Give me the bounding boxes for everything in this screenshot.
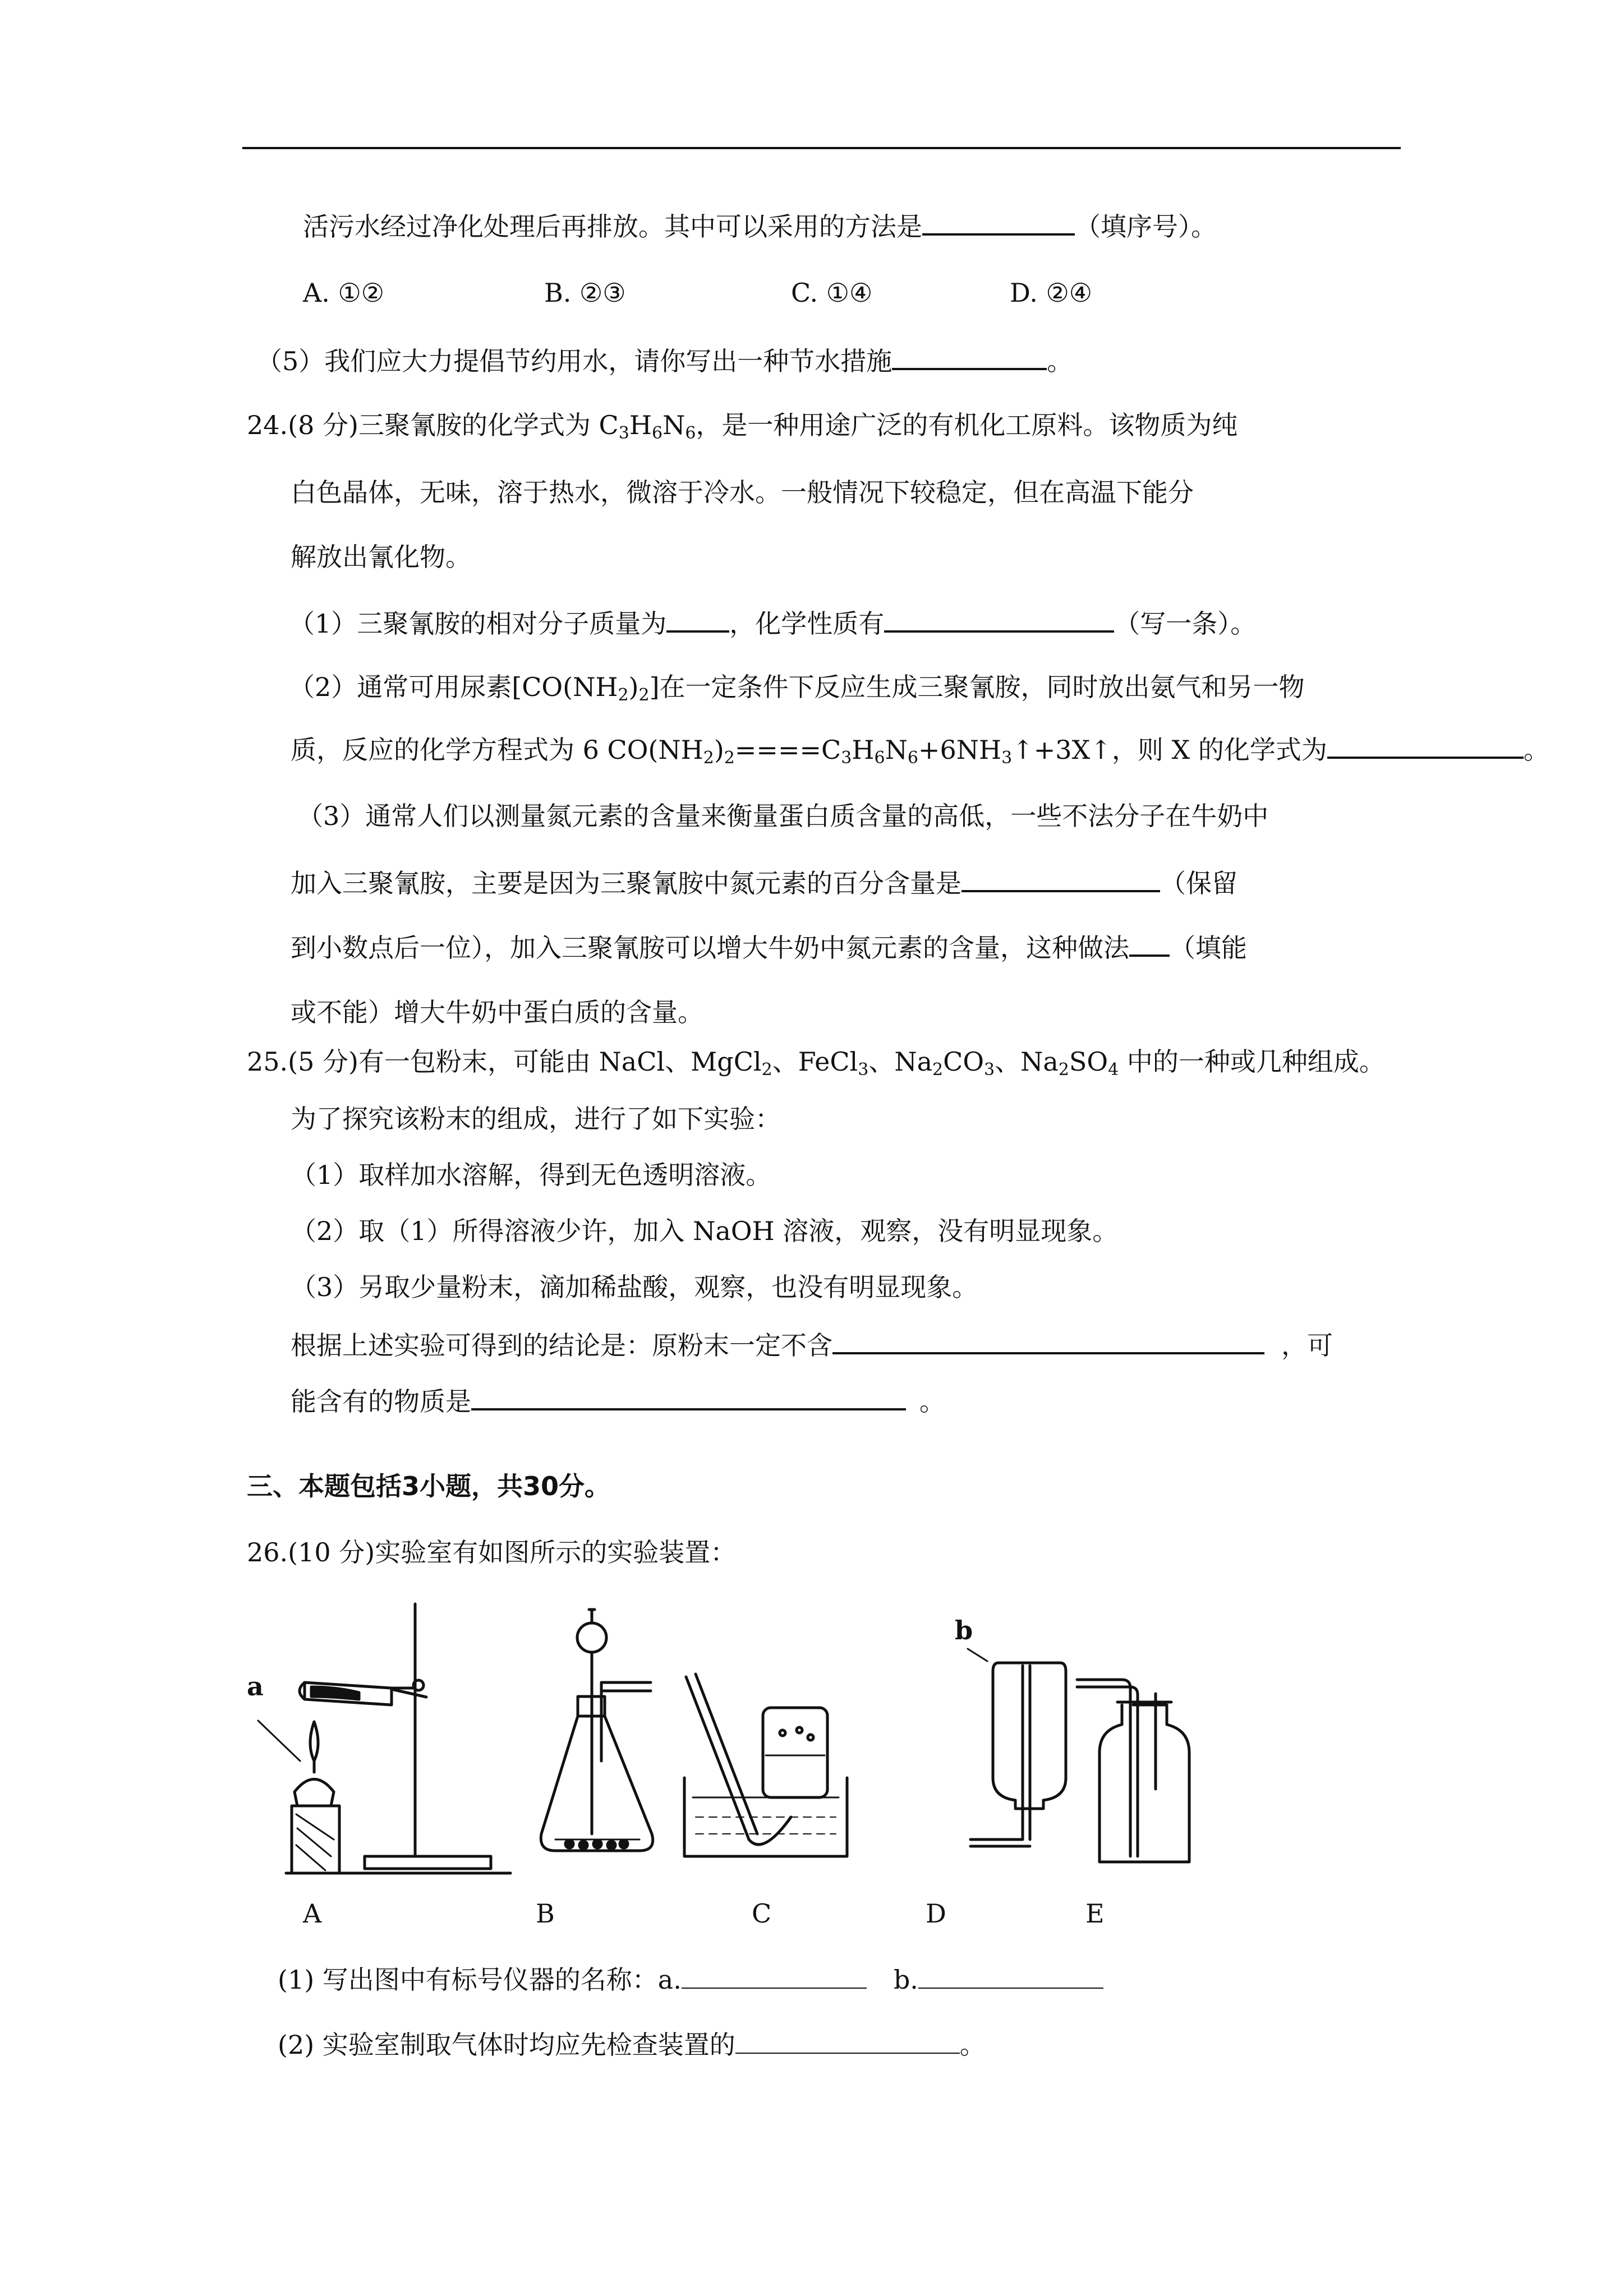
answer-blank-q25-b[interactable] — [471, 1384, 906, 1410]
q25-conclusion-1: 根据上述实验可得到的结论是：原粉末一定不含 ，可 — [291, 1327, 1333, 1362]
answer-blank-q23[interactable] — [922, 209, 1075, 236]
q24-equation: 质，反应的化学方程式为 6 $CO(NH_2)_2====C_3H_6N_6+6NH_3↑+3X↑$，则 X 的化学式为 。 — [291, 732, 1549, 767]
mark-a: a — [247, 1671, 264, 1702]
q23-part5: （5）我们应大力提倡节约用水，请你写出一种节水措施 。 — [256, 343, 1073, 378]
answer-blank-q23-5[interactable] — [892, 343, 1047, 370]
answer-blank-q26-b[interactable] — [918, 1963, 1103, 1989]
apparatus-drawing — [247, 1593, 1279, 1890]
q23-continuation: 活污水经过净化处理后再排放。其中可以采用的方法是 （填序号）。 — [303, 209, 1217, 243]
q26-part1: (1) 写出图中有标号仪器的名称：a. b. — [278, 1963, 1103, 1997]
answer-blank-q24-1b[interactable] — [884, 606, 1114, 633]
q25-step1: （1）取样加水溶解，得到无色透明溶液。 — [291, 1160, 772, 1190]
q25-conclusion-2: 能含有的物质是 。 — [291, 1384, 945, 1418]
answer-blank-q24-3a[interactable] — [961, 865, 1160, 892]
apparatus-d — [968, 1649, 1066, 1846]
mark-b: b — [955, 1615, 973, 1645]
q25-line2: 为了探究该粉末的组成，进行了如下实验： — [291, 1104, 781, 1134]
answer-blank-q24-3b[interactable] — [1129, 930, 1170, 957]
figure-label-d: D — [926, 1898, 946, 1929]
q24-part3-line2: 加入三聚氰胺，主要是因为三聚氰胺中氮元素的百分含量是 （保留 — [291, 865, 1237, 900]
q23-option-a: A. ①② — [303, 278, 384, 308]
header-rule — [242, 147, 1401, 149]
q24-line3: 解放出氰化物。 — [291, 542, 471, 572]
figure-label-e: E — [1085, 1898, 1105, 1929]
q25-step3: （3）另取少量粉末，滴加稀盐酸，观察，也没有明显现象。 — [291, 1272, 978, 1302]
q25-step2: （2）取（1）所得溶液少许，加入 NaOH 溶液，观察，没有明显现象。 — [291, 1216, 1119, 1246]
q24-intro: 24.(8 分)三聚氰胺的化学式为 $C_3H_6N_6$，是一种用途广泛的有机化工原料。该物质为纯 — [247, 410, 1238, 443]
answer-blank-q26-a[interactable] — [682, 1963, 867, 1989]
figure-label-c: C — [752, 1898, 772, 1929]
apparatus-a — [258, 1604, 510, 1873]
apparatus-b — [541, 1610, 652, 1851]
q24-part2: （2）通常可用尿素$[CO(NH_2)_2]$在一定条件下反应生成三聚氰胺，同时放出氨气和另一物 — [289, 672, 1305, 705]
q23-option-b: B. ②③ — [544, 278, 626, 308]
q24-part1: （1）三聚氰胺的相对分子质量为 ，化学性质有 （写一条）。 — [289, 606, 1256, 640]
q26-part2: (2) 实验室制取气体时均应先检查装置的 。 — [278, 2028, 986, 2062]
q24-line2: 白色晶体，无味，溶于热水，微溶于冷水。一般情况下较稳定，但在高温下能分 — [291, 477, 1194, 508]
q24-part3-line4: 或不能）增大牛奶中蛋白质的含量。 — [291, 997, 703, 1027]
q26-intro: 26.(10 分)实验室有如图所示的实验装置： — [247, 1537, 737, 1567]
answer-blank-q26-2[interactable] — [735, 2028, 960, 2054]
q23-option-d: D. ②④ — [1010, 278, 1092, 308]
q25-intro: 25.(5 分)有一包粉末，可能由 NaCl、MgCl$_2$、FeCl$_3$、$Na_2CO_3$、$Na_2SO_4$ 中的一种或几种组成。 — [247, 1046, 1385, 1080]
figure-label-b: B — [536, 1898, 555, 1929]
answer-blank-q24-1a[interactable] — [666, 606, 729, 633]
apparatus-c — [684, 1674, 847, 1856]
apparatus-figure — [247, 1593, 1279, 1890]
figure-label-a: A — [303, 1898, 322, 1929]
answer-blank-q25-a[interactable] — [832, 1327, 1264, 1354]
section-3-heading: 三、本题包括3小题，共30分。 — [247, 1471, 611, 1501]
answer-blank-q24-2[interactable] — [1327, 732, 1524, 759]
q24-part3-line1: （3）通常人们以测量氮元素的含量来衡量蛋白质含量的高低，一些不法分子在牛奶中 — [297, 801, 1269, 831]
q24-part3-line3: 到小数点后一位），加入三聚氰胺可以增大牛奶中氮元素的含量，这种做法 （填能 — [291, 930, 1247, 965]
q23-option-c: C. ①④ — [791, 278, 873, 308]
apparatus-e — [1077, 1680, 1189, 1862]
